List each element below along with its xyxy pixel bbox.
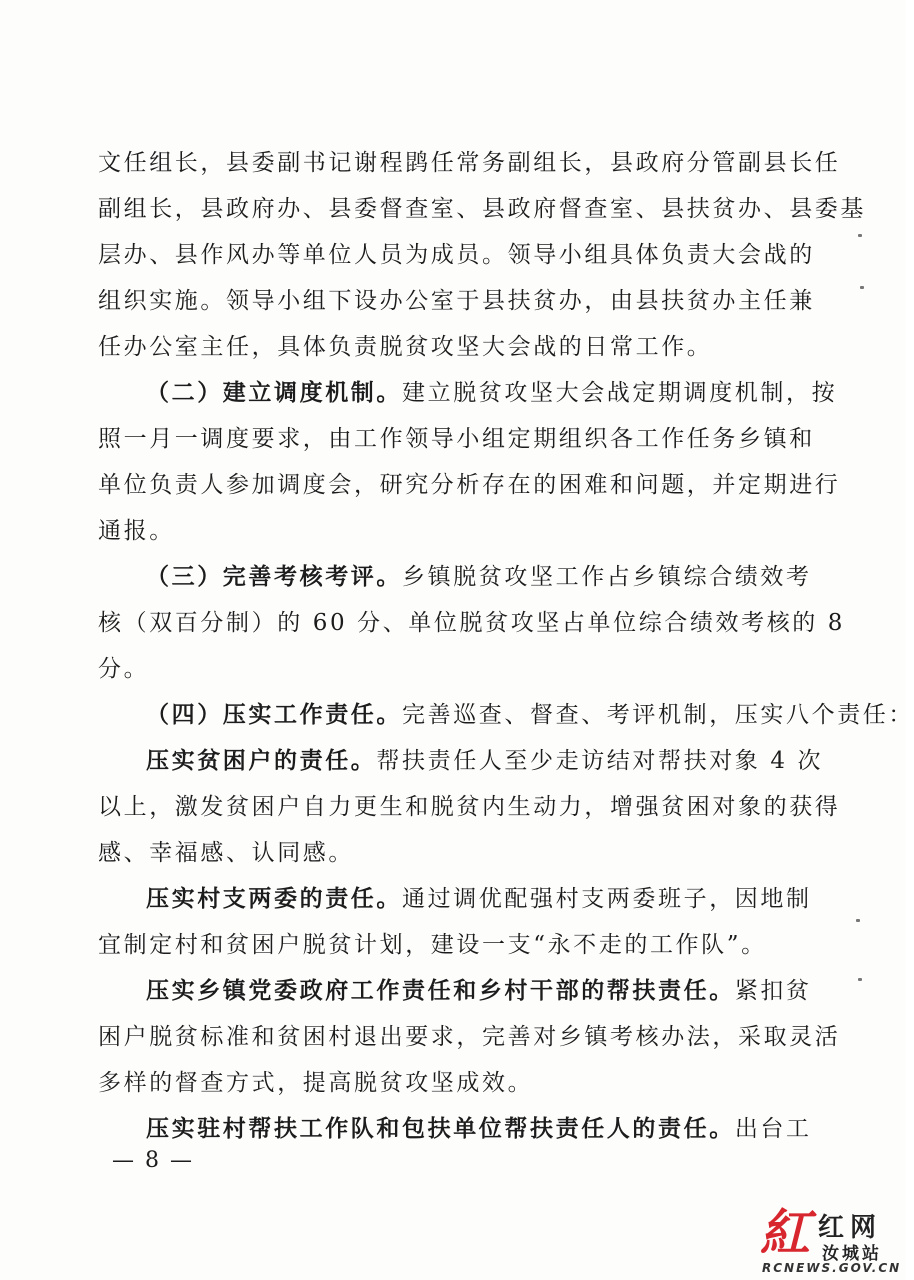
text-line: 通报。 [98, 518, 175, 544]
text-span: 完善巡查、督查、考评机制，压实八个责任： [402, 702, 914, 728]
text-line: 文任组长，县委副书记谢程鹍任常务副组长，县政府分管副县长任 [98, 150, 841, 176]
text-line: 照一月一调度要求，由工作领导小组定期组织各工作任务乡镇和 [98, 426, 815, 452]
text-line: 层办、县作风办等单位人员为成员。领导小组具体负责大会战的 [98, 242, 815, 268]
responsibility-heading: 压实乡镇党委政府工作责任和乡村干部的帮扶责任。 [146, 977, 735, 1004]
text-line [98, 554, 812, 600]
text-line [98, 968, 812, 1014]
text-span: 建立脱贫攻坚大会战定期调度机制，按 [402, 380, 838, 406]
text-span: 紧扣贫 [734, 978, 812, 1004]
text-span: 通过调优配强村支两委班子，因地制 [402, 886, 812, 912]
text-line: 宜制定村和贫困户脱贫计划，建设一支“永不走的工作队”。 [98, 932, 767, 958]
section-heading: （四）压实工作责任。 [146, 701, 402, 728]
scan-speck [860, 286, 864, 289]
page-number: — 8 — [112, 1148, 194, 1173]
text-line: 单位负责人参加调度会，研究分析存在的困难和问题，并定期进行 [98, 472, 841, 498]
responsibility-heading: 压实驻村帮扶工作队和包扶单位帮扶责任人的责任。 [146, 1115, 735, 1142]
responsibility-heading: 压实村支两委的责任。 [146, 885, 402, 912]
text-span: 乡镇脱贫攻坚工作占乡镇综合绩效考 [402, 564, 812, 590]
text-line: 任办公室主任，具体负责脱贫攻坚大会战的日常工作。 [98, 334, 713, 360]
text-line [98, 738, 824, 784]
text-line: 以上，激发贫困户自力更生和脱贫内生动力，增强贫困对象的获得 [98, 794, 841, 820]
scan-speck [858, 234, 862, 237]
text-line: 组织实施。领导小组下设办公室于县扶贫办，由县扶贫办主任兼 [98, 288, 815, 314]
text-line [98, 1106, 812, 1152]
text-line: 困户脱贫标准和贫困村退出要求，完善对乡镇考核办法，采取灵活 [98, 1024, 841, 1050]
scan-speck [858, 978, 862, 981]
text-line: 分。 [98, 656, 150, 682]
section-heading: （二）建立调度机制。 [146, 379, 402, 406]
section-heading: （三）完善考核考评。 [146, 563, 402, 590]
logo-station: 汝城站 [822, 1244, 882, 1264]
text-line [98, 876, 812, 922]
watermark-logo [752, 1205, 902, 1277]
logo-url: RCNEWS.GOV.CN [762, 1261, 902, 1275]
text-line: 感、幸福感、认同感。 [98, 840, 354, 866]
text-span: 帮扶责任人至少走访结对帮扶对象 4 次 [376, 748, 824, 774]
logo-brush-icon: 紅 [760, 1204, 810, 1262]
text-line [98, 370, 838, 416]
text-line: 多样的督查方式，提高脱贫攻坚成效。 [98, 1070, 534, 1096]
scan-speck [856, 919, 860, 922]
logo-name: 红网 [818, 1213, 883, 1243]
text-line: 副组长，县政府办、县委督查室、县政府督查室、县扶贫办、县委基 [98, 196, 866, 222]
text-span: 出台工 [734, 1116, 812, 1142]
text-line: 核（双百分制）的 60 分、单位脱贫攻坚占单位综合绩效考核的 8 [98, 610, 846, 636]
body-text [98, 140, 914, 1152]
responsibility-heading: 压实贫困户的责任。 [146, 747, 377, 774]
text-line [98, 692, 914, 738]
